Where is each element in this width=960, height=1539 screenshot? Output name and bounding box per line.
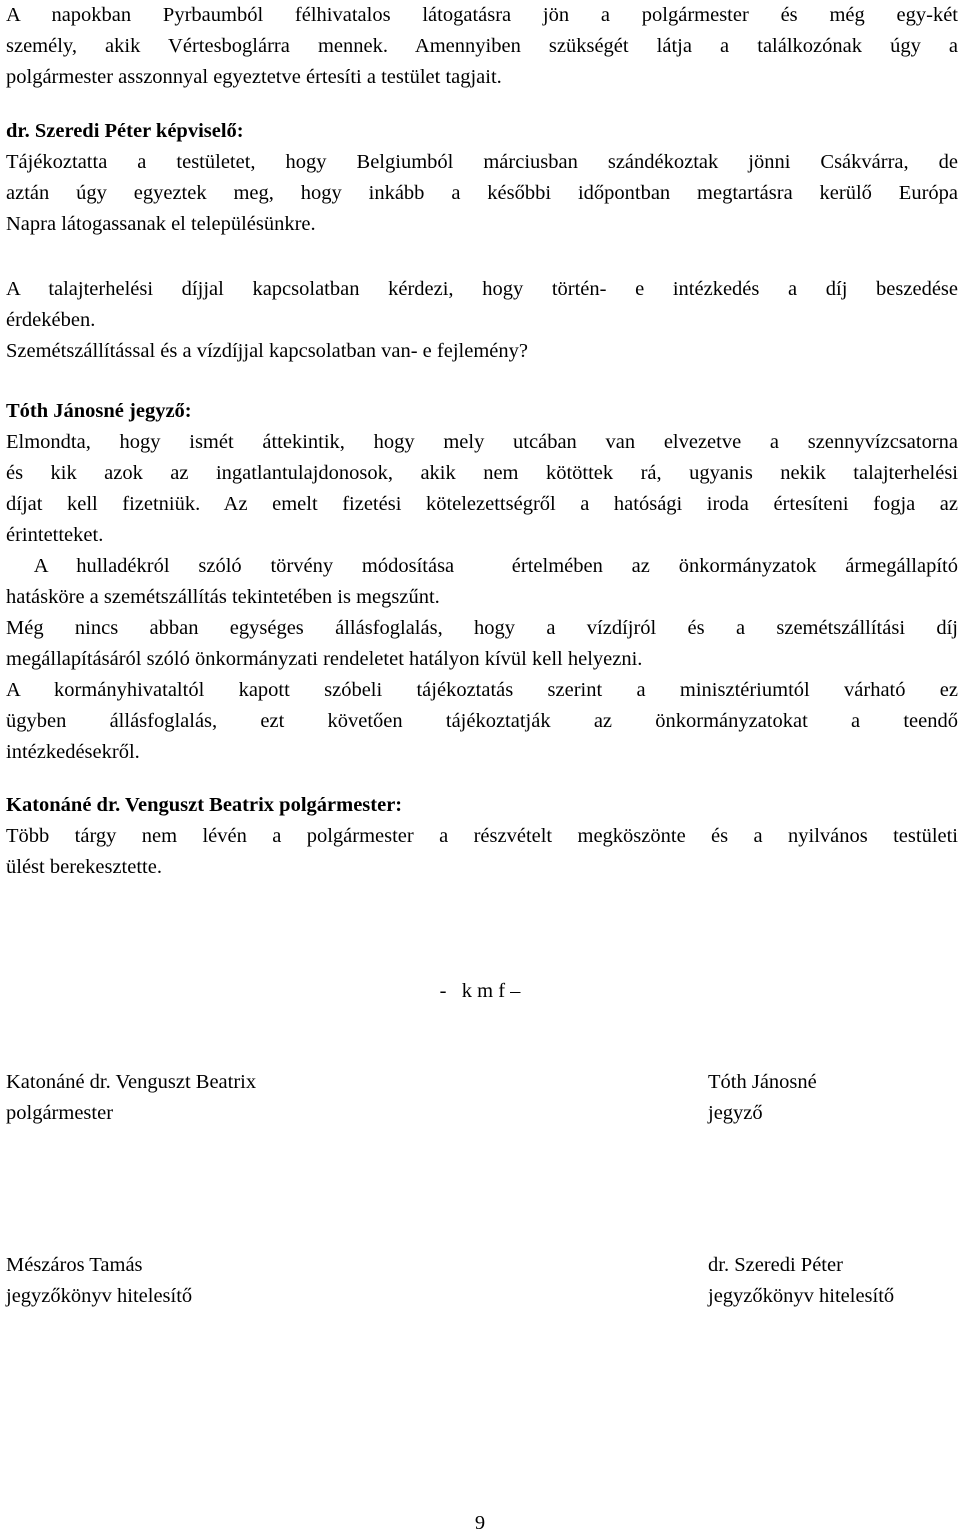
intro-paragraph [6, 0, 958, 93]
toth-p1-line-4: érintetteket. [6, 524, 104, 546]
szeredi-question-line-3: Szemétszállítással és a vízdíjjal kapcsolatban van- e fejlemény? [6, 340, 528, 362]
szeredi-question-line-2: érdekében. [6, 309, 96, 331]
szeredi-line-1: Tájékoztatta a testületet, hogy Belgiumból márciusban szándékoztak jönni Csákvárra, de [6, 151, 958, 173]
toth-p1-line-3: díjat kell fizetniük. Az emelt fizetési kötelezettségről a hatósági iroda értesíteni fogja az [6, 493, 958, 515]
toth-heading: Tóth Jánosné jegyző: [6, 400, 192, 422]
intro-line-3: polgármester asszonnyal egyeztetve értesíti a testület tagjait. [6, 66, 502, 88]
toth-section [6, 396, 958, 768]
toth-p1-line-1: Elmondta, hogy ismét áttekintik, hogy mely utcában van elvezetve a szennyvízcsatorna [6, 431, 958, 453]
signature-notary-title: jegyző [708, 1102, 763, 1124]
toth-p3-line-1: Még nincs abban egységes állásfoglalás, hogy a vízdíjról és a szemétszállítási díj [6, 617, 958, 639]
katona-line-2: ülést berekesztette. [6, 856, 162, 878]
signature-notary-name: Tóth Jánosné [708, 1071, 817, 1093]
signature-authenticator-left-name: Mészáros Tamás [6, 1254, 143, 1276]
toth-p4-line-1: A kormányhivataltól kapott szóbeli tájékoztatás szerint a minisztériumtól várható ez [6, 679, 958, 701]
signature-notary [708, 1067, 817, 1129]
szeredi-line-3: Napra látogassanak el településünkre. [6, 213, 316, 235]
katona-section [6, 790, 958, 883]
toth-p2-line-2: hatásköre a szemétszállítás tekintetében is megszűnt. [6, 586, 440, 608]
intro-line-2: személy, akik Vértesboglárra mennek. Amennyiben szükségét látja a találkozónak úgy a [6, 35, 958, 57]
szeredi-heading: dr. Szeredi Péter képviselő: [6, 120, 244, 142]
page-number: 9 [474, 1512, 486, 1534]
toth-p3-line-2: megállapításáról szóló önkormányzati rendeletet hatályon kívül kell helyezni. [6, 648, 643, 670]
signature-authenticator-right-name: dr. Szeredi Péter [708, 1254, 843, 1276]
kmf-marker: - k m f – [439, 980, 521, 1002]
signature-authenticator-right [708, 1250, 894, 1312]
toth-p1-line-2: és kik azok az ingatlantulajdonosok, akik nem kötöttek rá, ugyanis nekik talajterhelési [6, 462, 958, 484]
katona-heading: Katonáné dr. Venguszt Beatrix polgármester: [6, 794, 403, 816]
szeredi-section [6, 116, 958, 240]
toth-p4-line-3: intézkedésekről. [6, 741, 140, 763]
toth-p2-line-1: A hulladékról szóló törvény módosítása értelmében az önkormányzatok ármegállapító [6, 555, 958, 577]
signature-mayor [6, 1067, 256, 1129]
signature-mayor-name: Katonáné dr. Venguszt Beatrix [6, 1071, 257, 1093]
signature-authenticator-right-title: jegyzőkönyv hitelesítő [708, 1285, 895, 1307]
signature-authenticator-left [6, 1250, 192, 1312]
toth-p4-line-2: ügyben állásfoglalás, ezt követően tájékoztatják az önkormányzatokat a teendő [6, 710, 958, 732]
signature-mayor-title: polgármester [6, 1102, 114, 1124]
signature-authenticator-left-title: jegyzőkönyv hitelesítő [6, 1285, 193, 1307]
intro-line-1: A napokban Pyrbaumból félhivatalos látogatásra jön a polgármester és még egy-két [6, 4, 958, 26]
katona-line-1: Több tárgy nem lévén a polgármester a részvételt megköszönte és a nyilvános testületi [6, 825, 958, 847]
szeredi-line-2: aztán úgy egyeztek meg, hogy inkább a későbbi időpontban megtartásra kerülő Európa [6, 182, 958, 204]
szeredi-question-paragraph [6, 274, 958, 367]
szeredi-question-line-1: A talajterhelési díjjal kapcsolatban kérdezi, hogy történ- e intézkedés a díj beszedése [6, 278, 958, 300]
